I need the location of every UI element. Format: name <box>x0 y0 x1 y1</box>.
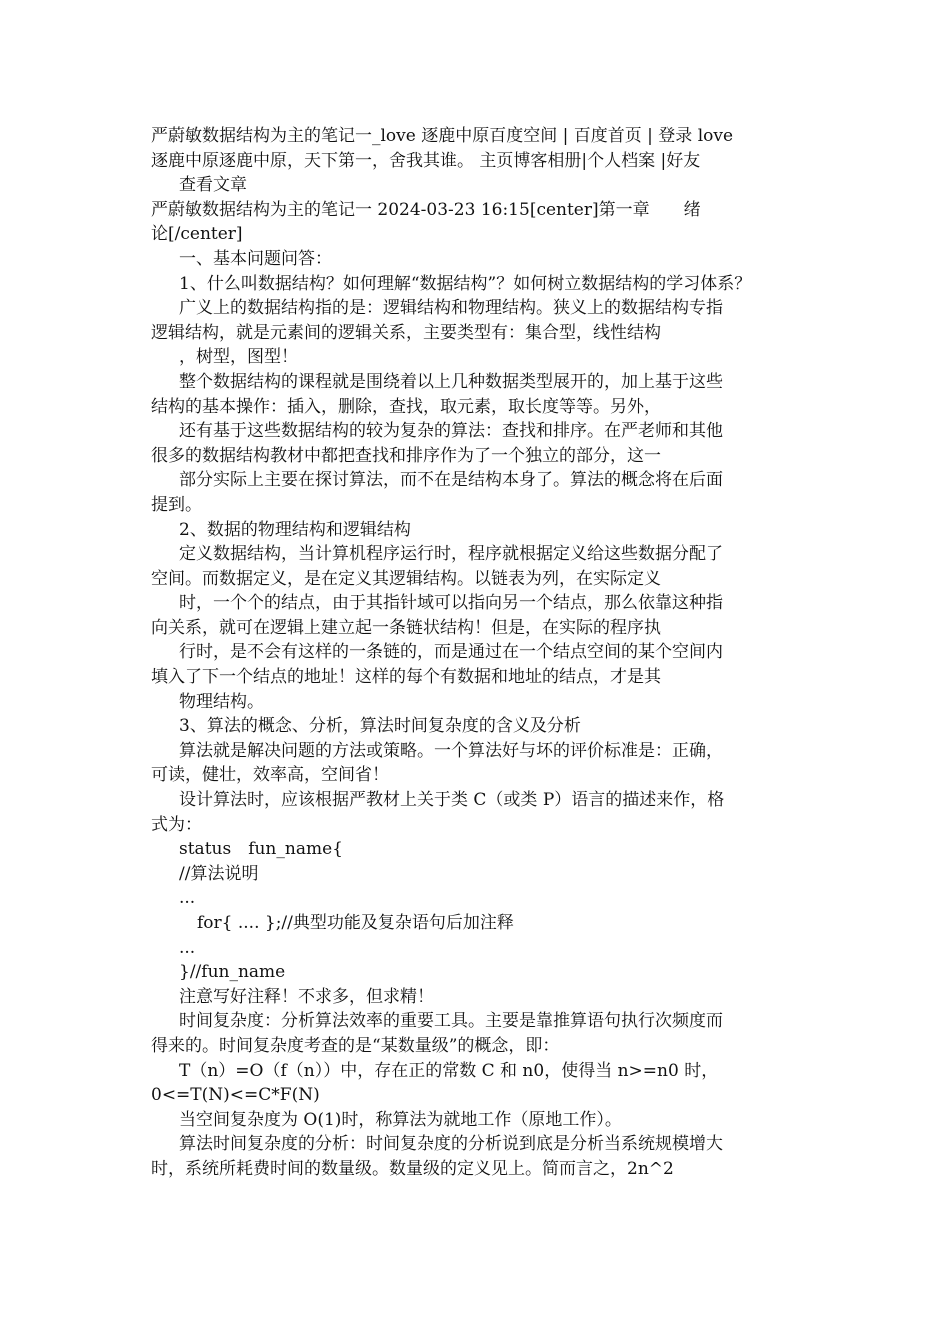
text-line: 0<=T(N)<=C*F(N) <box>151 1085 320 1106</box>
text-line: 向关系，就可在逻辑上建立起一条链状结构！但是，在实际的程序执 <box>151 617 661 638</box>
text-line: ... <box>179 888 196 909</box>
text-line: 逐鹿中原逐鹿中原，天下第一，舍我其谁。 主页博客相册|个人档案 |好友 <box>151 150 701 171</box>
text-line: 1、什么叫数据结构？如何理解“数据结构”？如何树立数据结构的学习体系？ <box>179 273 752 294</box>
text-line: //算法说明 <box>179 863 259 884</box>
text-line: 整个数据结构的课程就是围绕着以上几种数据类型展开的，加上基于这些 <box>179 371 723 392</box>
text-line: 时，一个个的结点，由于其指针域可以指向另一个结点，那么依靠这种指 <box>179 593 723 614</box>
text-line: 3、算法的概念、分析，算法时间复杂度的含义及分析 <box>179 716 581 737</box>
text-line: ，树型，图型！ <box>179 347 298 368</box>
text-line: 物理结构。 <box>179 691 264 712</box>
text-line: 算法时间复杂度的分析：时间复杂度的分析说到底是分析当系统规模增大 <box>179 1134 723 1155</box>
text-line: T（n）=O（f（n））中，存在正的常数 C 和 n0，使得当 n>=n0 时， <box>179 1060 719 1081</box>
text-line: 查看文章 <box>179 175 247 196</box>
text-line: 式为： <box>151 814 202 835</box>
text-line: 时间复杂度：分析算法效率的重要工具。主要是靠推算语句执行次频度而 <box>179 1011 723 1032</box>
text-line: 严蔚敏数据结构为主的笔记一 2024-03-23 16:15[center]第一章 绪 <box>151 199 701 220</box>
text-line: 当空间复杂度为 O(1)时，称算法为就地工作（原地工作）。 <box>179 1109 622 1130</box>
text-line: 提到。 <box>151 494 202 515</box>
text-line: 部分实际上主要在探讨算法，而不在是结构本身了。算法的概念将在后面 <box>179 470 723 491</box>
text-line: 严蔚敏数据结构为主的笔记一_love 逐鹿中原百度空间 | 百度首页 | 登录 love <box>151 126 734 146</box>
text-line: 一、基本问题问答： <box>179 248 332 269</box>
text-line: 行时，是不会有这样的一条链的，而是通过在一个结点空间的某个空间内 <box>179 642 723 663</box>
text-line: 广义上的数据结构指的是：逻辑结构和物理结构。狭义上的数据结构专指 <box>179 298 723 319</box>
text-line: 逻辑结构，就是元素间的逻辑关系，主要类型有：集合型，线性结构 <box>151 322 661 343</box>
text-line: 可读，健壮，效率高，空间省！ <box>151 765 389 786</box>
text-line: 结构的基本操作：插入，删除，查找，取元素，取长度等等。另外， <box>151 396 661 417</box>
text-line: 2、数据的物理结构和逻辑结构 <box>179 519 411 540</box>
text-line: 空间。而数据定义，是在定义其逻辑结构。以链表为列，在实际定义 <box>151 568 661 589</box>
text-line: 论[/center] <box>151 224 243 245</box>
text-line: ... <box>179 937 196 958</box>
text-line: 还有基于这些数据结构的较为复杂的算法：查找和排序。在严老师和其他 <box>179 421 723 442</box>
text-line: 填入了下一个结点的地址！这样的每个有数据和地址的结点，才是其 <box>151 667 661 688</box>
text-line: 时，系统所耗费时间的数量级。数量级的定义见上。简而言之，2n^2 <box>151 1158 674 1179</box>
text-line: 得来的。时间复杂度考查的是“某数量级”的概念，即： <box>151 1035 560 1056</box>
text-line: 很多的数据结构教材中都把查找和排序作为了一个独立的部分，这一 <box>151 445 661 466</box>
text-line: 算法就是解决问题的方法或策略。一个算法好与坏的评价标准是：正确， <box>179 740 723 761</box>
text-line: 定义数据结构，当计算机程序运行时，程序就根据定义给这些数据分配了 <box>179 544 723 565</box>
article-body <box>151 124 831 1182</box>
text-line: }//fun_name <box>179 962 286 983</box>
text-line: 注意写好注释！不求多，但求精！ <box>179 986 434 1007</box>
text-line: status fun_name{ <box>179 839 343 860</box>
text-line: for{ .... };//典型功能及复杂语句后加注释 <box>197 913 514 933</box>
text-line: 设计算法时，应该根据严教材上关于类 C（或类 P）语言的描述来作，格 <box>179 790 725 811</box>
